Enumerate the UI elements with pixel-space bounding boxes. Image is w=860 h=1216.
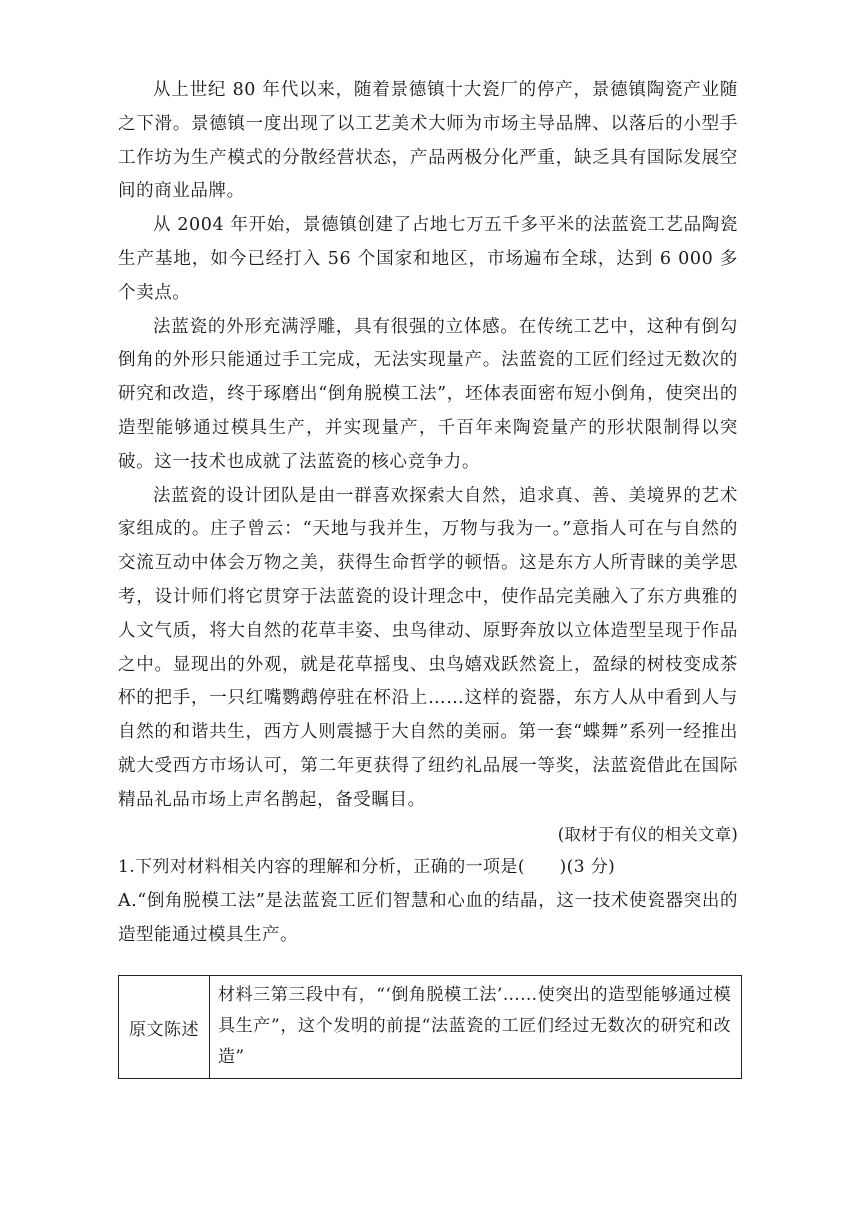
table-header-cell: 原文陈述 [119,976,210,1079]
analysis-table [118,975,742,1079]
table-content-cell: 材料三第三段中有，“‘倒角脱模工法’……使突出的造型能够通过模具生产”，这个发明的前提“法蓝瓷的工匠们经过无数次的研究和改造” [210,976,742,1079]
passage-paragraph-2: 从 2004 年开始，景德镇创建了占地七万五千多平米的法蓝瓷工艺品陶瓷生产基地，如今已经打入 56 个国家和地区，市场遍布全球，达到 6 000 多个卖点。 [118,215,738,303]
passage-block [118,74,738,953]
passage-paragraph-3: 法蓝瓷的外形充满浮雕，具有很强的立体感。在传统工艺中，这种有倒勾倒角的外形只能通过手工完成，无法实现量产。法蓝瓷的工匠们经过无数次的研究和改造，终于琢磨出“倒角脱模工法”，坯体表面密布短小倒角，使突出的造型能够通过模具生产，并实现量产，千百年来陶瓷量产的形状限制得以突破。这一技术也成就了法蓝瓷的核心竞争力。 [118,316,738,472]
option-a: A.“倒角脱模工法”是法蓝瓷工匠们智慧和心血的结晶，这一技术使瓷器突出的造型能通过模具生产。 [118,891,738,945]
passage-paragraph-1: 从上世纪 80 年代以来，随着景德镇十大瓷厂的停产，景德镇陶瓷产业随之下滑。景德镇一度出现了以工艺美术大师为市场主导品牌、以落后的小型手工作坊为生产模式的分散经营状态，产品两极分化严重，缺乏具有国际发展空间的商业品牌。 [118,80,738,202]
table-row [119,976,742,1079]
passage-paragraph-4: 法蓝瓷的设计团队是由一群喜欢探索大自然，追求真、善、美境界的艺术家组成的。庄子曾云：“天地与我并生，万物与我为一。”意指人可在与自然的交流互动中体会万物之美，获得生命哲学的顿悟。这是东方人所青睐的美学思考，设计师们将它贯穿于法蓝瓷的设计理念中，使作品完美融入了东方典雅的人文气质，将大自然的花草丰姿、虫鸟律动、原野奔放以立体造型呈现于作品之中。显现出的外观，就是花草摇曳、虫鸟嬉戏跃然瓷上，盈绿的树枝变成茶杯的把手，一只红嘴鹦鹉停驻在杯沿上……这样的瓷器，东方人从中看到人与自然的和谐共生，西方人则震撼于大自然的美丽。第一套“蝶舞”系列一经推出就大受西方市场认可，第二年更获得了纽约礼品展一等奖，法蓝瓷借此在国际精品礼品市场上声名鹊起，备受瞩目。 [118,485,738,810]
source-attribution: (取材于有仪的相关文章) [557,824,738,844]
question-stem: 1.下列对材料相关内容的理解和分析，正确的一项是( )(3 分) [118,857,616,878]
